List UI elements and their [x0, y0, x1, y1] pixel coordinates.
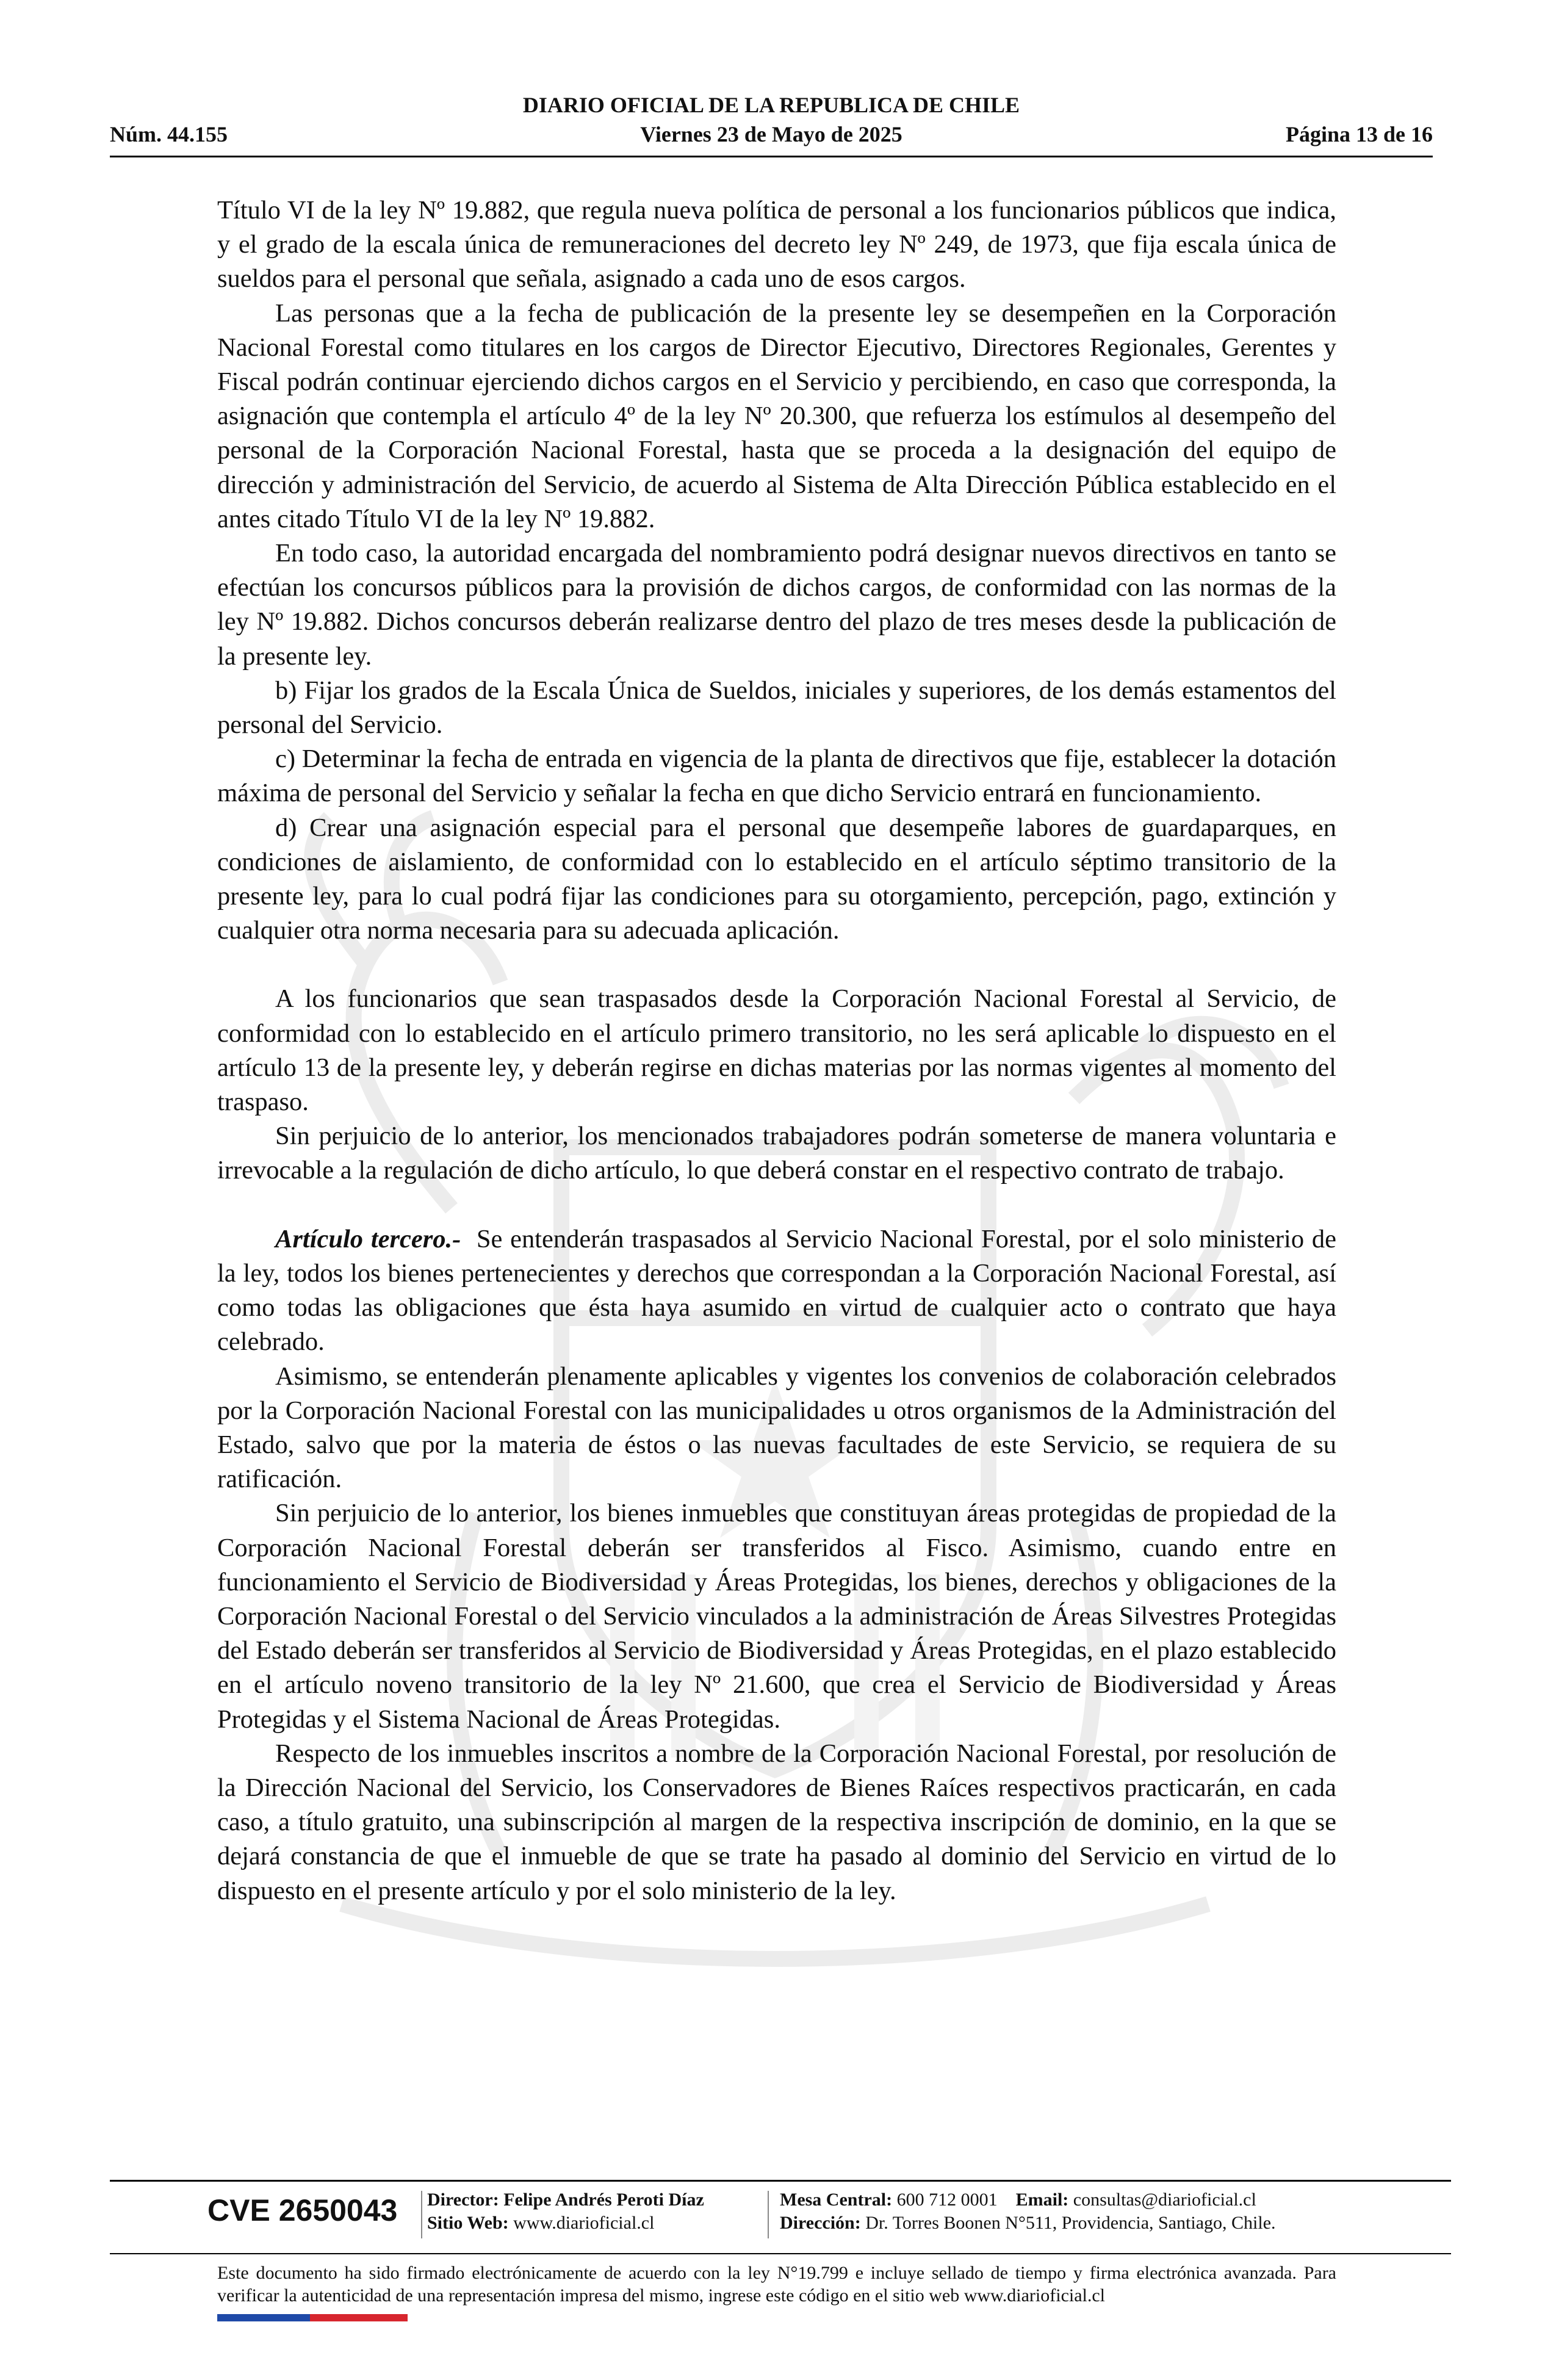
phone-label: Mesa Central: — [780, 2190, 893, 2210]
header-divider — [110, 156, 1433, 157]
issue-number: Núm. 44.155 — [110, 122, 228, 146]
phone-number: 600 712 0001 — [896, 2190, 998, 2210]
cve-code: CVE 2650043 — [207, 2193, 398, 2227]
footer-divider-mid — [110, 2253, 1451, 2254]
footer-separator — [421, 2191, 422, 2238]
paragraph: En todo caso, la autoridad encargada del nombramiento podrá designar nuevos directivos en tanto se efectúan los concursos públicos para la provisión de dichos cargos, de conformidad con las normas de la ley Nº 19.882. Dichos concursos deberán realizarse dentro del plazo de tres meses desde la publicación de la presente ley. — [217, 539, 1336, 671]
article-tercero-paragraph — [217, 1222, 1336, 1360]
paragraph: b) Fijar los grados de la Escala Única de Sueldos, iniciales y superiores, de los demás estamentos del personal del Servicio. — [217, 676, 1336, 740]
director-label: Director: — [427, 2190, 499, 2210]
footer-divider-top — [110, 2180, 1451, 2182]
paragraph: c) Determinar la fecha de entrada en vigencia de la planta de directivos que fije, establecer la dotación máxima de personal del Servicio y señalar la fecha en que dicho Servicio entrará en funcionamiento. — [217, 745, 1336, 808]
flag-bar-red — [310, 2314, 408, 2321]
issue-date: Viernes 23 de Mayo de 2025 — [640, 122, 902, 146]
email-link[interactable]: consultas@diarioficial.cl — [1073, 2190, 1256, 2210]
website-label: Sitio Web: — [427, 2213, 509, 2233]
article-heading: Artículo tercero.- — [275, 1224, 461, 1253]
footer-director-block — [427, 2188, 704, 2235]
publication-title: DIARIO OFICIAL DE LA REPUBLICA DE CHILE — [522, 93, 1020, 117]
paragraph: Sin perjuicio de lo anterior, los bienes inmuebles que constituyan áreas protegidas de propiedad de la Corporación Nacional Forestal deberán ser transferidos al Fisco. Asimismo, cuando entre en funcionamiento el Servicio de Biodiversidad y Áreas Protegidas, los bienes, derechos y obligaciones de la Corporación Nacional Forestal o del Servicio vinculados a la administración de Áreas Silvestres Protegidas del Estado deberán ser transferidos al Servicio de Biodiversidad y Áreas Protegidas, en el plazo establecido en el artículo noveno transitorio de la ley Nº 21.600, que crea el Servicio de Biodiversidad y Áreas Protegidas y el Sistema Nacional de Áreas Protegidas. — [217, 1499, 1336, 1734]
address-label: Dirección: — [780, 2213, 861, 2233]
page-number: Página 13 de 16 — [1285, 122, 1433, 146]
page-header — [110, 92, 1433, 159]
paragraph: Sin perjuicio de lo anterior, los mencionados trabajadores podrán someterse de manera voluntaria e irrevocable a la regulación de dicho artículo, lo que deberá constar en el respectivo contrato de trabajo. — [217, 1122, 1336, 1185]
article-text: Se entenderán traspasados al Servicio Nacional Forestal, por el solo ministerio de la ley, todos los bienes pertenecientes y derechos que correspondan a la Corporación Nacional Forestal, así como todas las obligaciones que ésta haya asumido en virtud de cualquier acto o contrato que haya celebrado. — [217, 1224, 1336, 1357]
electronic-signature-notice: Este documento ha sido firmado electrónicamente de acuerdo con la ley N°19.799 e incluye sellado de tiempo y firma electrónica avanzada. Para verificar la autenticidad de una representación impresa del mismo, ingrese este código en el sitio web www.diarioficial.cl — [217, 2263, 1336, 2306]
address-text: Dr. Torres Boonen N°511, Providencia, Santiago, Chile. — [865, 2213, 1276, 2233]
footer-separator — [768, 2191, 769, 2238]
paragraph: Asimismo, se entenderán plenamente aplicables y vigentes los convenios de colaboración celebrados por la Corporación Nacional Forestal con las municipalidades u otros organismos de la Administración del Estado, salvo que por la materia de éstos o las nuevas facultades de este Servicio, se requiera de su ratificación. — [217, 1361, 1336, 1494]
director-name: Felipe Andrés Peroti Díaz — [503, 2190, 704, 2210]
paragraph: Las personas que a la fecha de publicación de la presente ley se desempeñen en la Corporación Nacional Forestal como titulares en los cargos de Director Ejecutivo, Directores Regionales, Gerentes y Fiscal podrán continuar ejerciendo dichos cargos en el Servicio y percibiendo, en caso que corresponda, la asignación que contempla el artículo 4º de la ley Nº 20.300, que refuerza los estímulos al desempeño del personal de la Corporación Nacional Forestal, hasta que se proceda a la designación del equipo de dirección y administración del Servicio, de acuerdo al Sistema de Alta Dirección Pública establecido en el antes citado Título VI de la ley Nº 19.882. — [217, 298, 1336, 533]
email-label: Email: — [1015, 2190, 1069, 2210]
website-link[interactable]: www.diarioficial.cl — [513, 2213, 655, 2233]
footer-contact-block — [780, 2188, 1276, 2235]
paragraph: Respecto de los inmuebles inscritos a nombre de la Corporación Nacional Forestal, por resolución de la Dirección Nacional del Servicio, los Conservadores de Bienes Raíces respectivos practicarán, en cada caso, a título gratuito, una subinscripción al margen de la respectiva inscripción de dominio, en la que se dejará constancia de que el inmueble de que se trate ha pasado al dominio del Servicio en virtud de lo dispuesto en el presente artículo y por el solo ministerio de la ley. — [217, 1739, 1336, 1905]
paragraph: d) Crear una asignación especial para el personal que desempeñe labores de guardaparques, en condiciones de aislamiento, de conformidad con lo establecido en el artículo séptimo transitorio de la presente ley, para lo cual podrá fijar las condiciones para su otorgamiento, percepción, pago, extinción y cualquier otra norma necesaria para su adecuada aplicación. — [217, 813, 1336, 945]
flag-bar-blue — [217, 2314, 310, 2321]
paragraph: Título VI de la ley Nº 19.882, que regula nueva política de personal a los funcionarios públicos que indica, y el grado de la escala única de remuneraciones del decreto ley Nº 249, de 1973, que fija escala única de sueldos para el personal que señala, asignado a cada uno de esos cargos. — [217, 196, 1336, 294]
paragraph: A los funcionarios que sean traspasados desde la Corporación Nacional Forestal al Servicio, de conformidad con lo establecido en el artículo primero transitorio, no les será aplicable lo dispuesto en el artículo 13 de la presente ley, y deberán regirse en dichas materias por las normas vigentes al momento del traspaso. — [217, 984, 1336, 1117]
document-body — [217, 193, 1336, 1908]
